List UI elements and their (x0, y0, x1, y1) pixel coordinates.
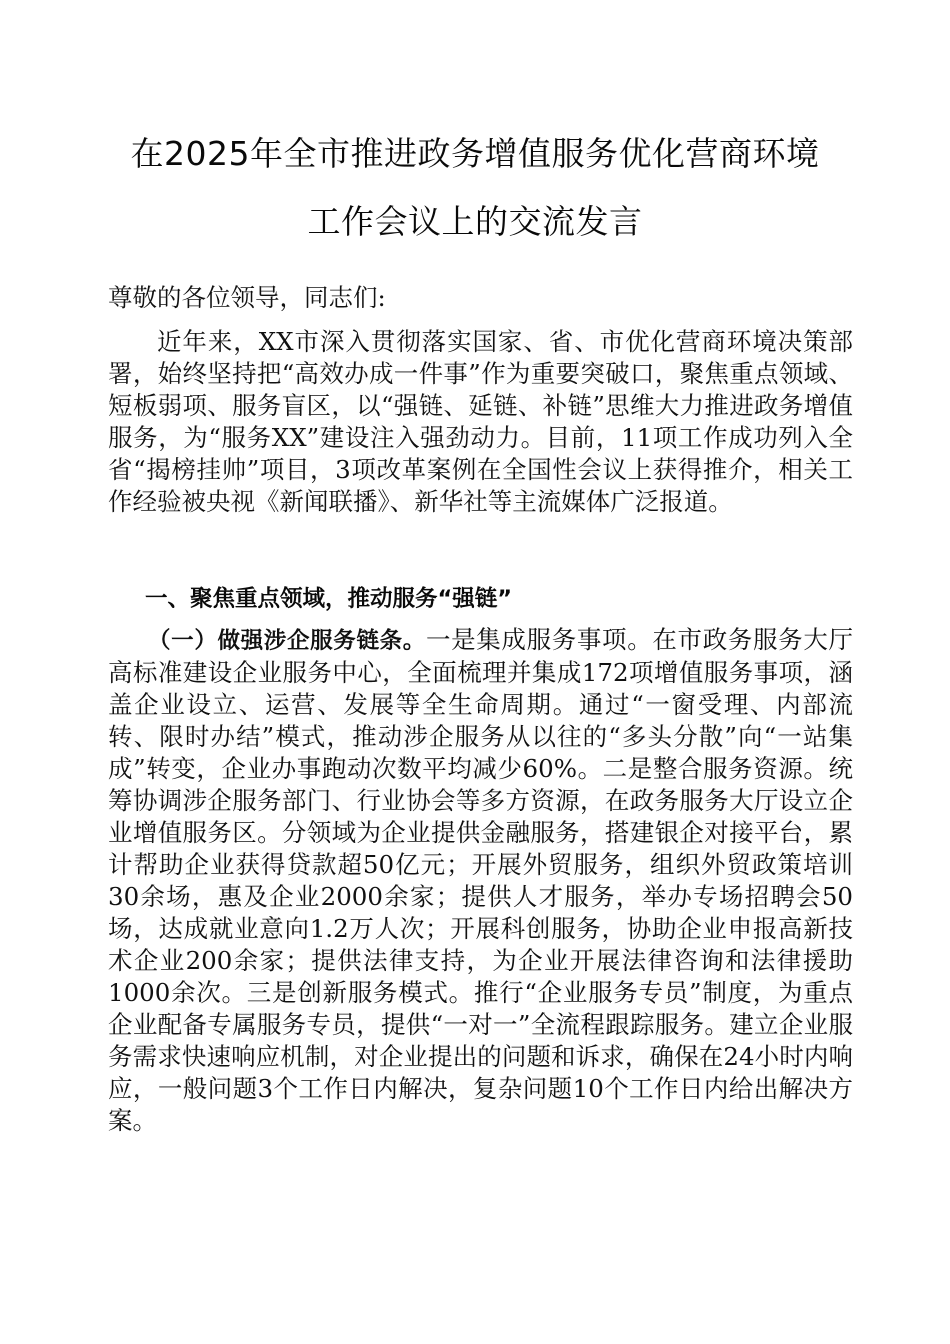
salutation: 尊敬的各位领导，同志们: (108, 283, 386, 312)
subsection-paragraph-1 (108, 624, 853, 1137)
section-heading-1: 一、聚焦重点领域，推动服务“强链” (145, 586, 513, 612)
subsection-body-1: 一是集成服务事项。在市政务服务大厅高标准建设企业服务中心，全面梳理并集成172项增值服务事项，涵盖企业设立、运营、发展等全生命周期。通过“一窗受理、内部流转、限时办结”模式，推动涉企服务从以往的“多头分散”向“一站集成”转变，企业办事跑动次数平均减少60%。二是整合服务资源。统筹协调涉企服务部门、行业协会等多方资源，在政务服务大厅设立企业增值服务区。分领域为企业提供金融服务，搭建银企对接平台，累计帮助企业获得贷款超50亿元；开展外贸服务，组织外贸政策培训30余场，惠及企业2000余家；提供人才服务，举办专场招聘会50场，达成就业意向1.2万人次；开展科创服务，协助企业申报高新技术企业200余家；提供法律支持，为企业开展法律咨询和法律援助1000余次。三是创新服务模式。推行“企业服务专员”制度，为重点企业配备专属服务专员，提供“一对一”全流程跟踪服务。建立企业服务需求快速响应机制，对企业提出的问题和诉求，确保在24小时内响应，一般问题3个工作日内解决，复杂问题10个工作日内给出解决方案。 (108, 625, 853, 1135)
intro-paragraph: 近年来，XX市深入贯彻落实国家、省、市优化营商环境决策部署，始终坚持把“高效办成一件事”作为重要突破口，聚焦重点领域、短板弱项、服务盲区，以“强链、延链、补链”思维大力推进政务增值服务，为“服务XX”建设注入强劲动力。目前，11项工作成功列入全省“揭榜挂帅”项目，3项改革案例在全国性会议上获得推介，相关工作经验被央视《新闻联播》、新华社等主流媒体广泛报道。 (108, 327, 853, 516)
document-title-line-2: 工作会议上的交流发言 (307, 202, 643, 241)
document-title-line-1: 在2025年全市推进政务增值服务优化营商环境 (130, 134, 820, 173)
subsection-heading-1: （一）做强涉企服务链条。 (148, 628, 426, 654)
